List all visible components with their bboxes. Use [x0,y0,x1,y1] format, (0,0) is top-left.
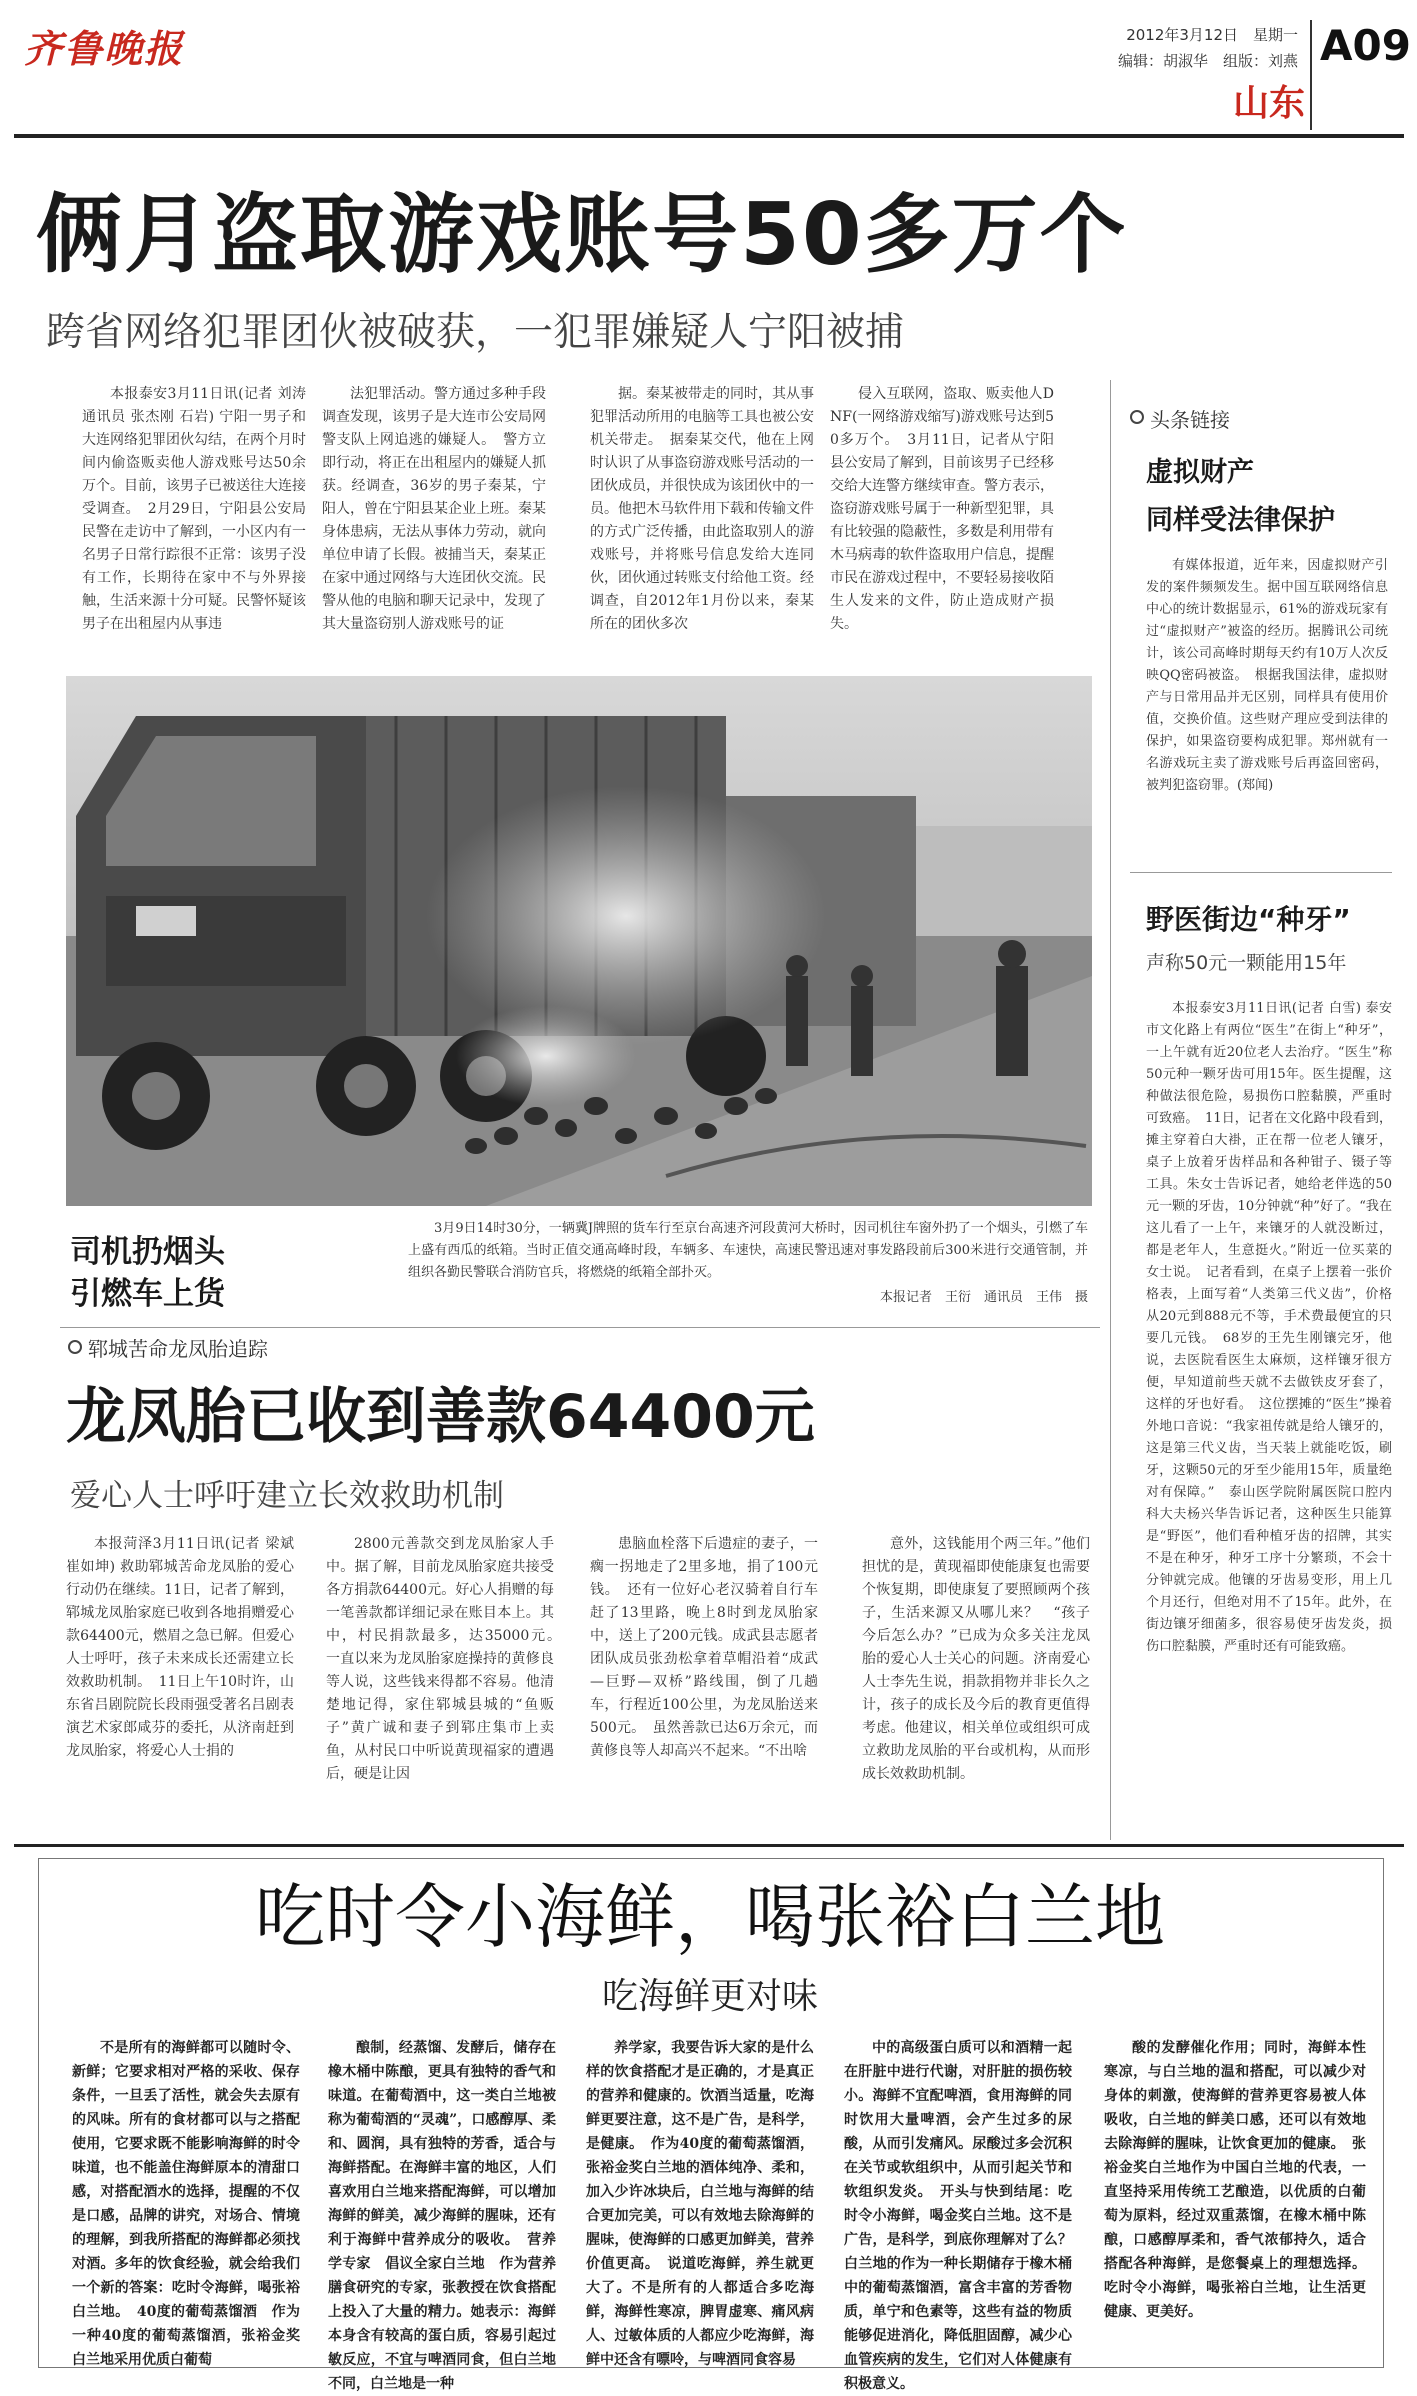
masthead-divider [1310,20,1312,130]
sidebar2-text: 本报泰安3月11日讯(记者 白雪) 泰安市文化路上有两位“医生”在街上“种牙”，一上午就有近20位老人去治疗。“医生”称50元种一颗牙齿可用15年。医生提醒，这种做法很危险，易损伤口腔黏膜，严重时可致癌。 11日，记者在文化路中段看到，摊主穿着白大褂，正在帮一位老人镶牙，桌子上放着牙齿样品和各种钳子、镊子等工具。朱女士告诉记者，她给老伴选的50元一颗的牙齿，10分钟就“种”好了。“我在这儿看了一上午，来镶牙的人就没断过，都是老年人，生意挺火。”附近一位买菜的女士说。 记者看到，在桌子上摆着一张价格表，上面写着“人类第三代义齿”，价格从20元到888元不等，手术费最便宜的只要几元钱。 68岁的王先生刚镶完牙，他说，去医院看医生太麻烦，这样镶牙很方便，早知道前些天就不去做铁皮牙套了，这样的牙也好看。 这位摆摊的“医生”操着外地口音说：“我家祖传就是给人镶牙的，这是第三代义齿，当天装上就能吃饭，刷牙，这颗50元的牙至少能用15年，质量绝对有保障。” 泰山医学院附属医院口腔内科大夫杨兴华告诉记者，这种医生只能算是“野医”，他们看种植牙齿的招牌，其实不是在种牙，种牙工序十分繁琐，不会十分钟就完成。他镶的牙齿易变形，用上几个月还行，但绝对用不了15年。此外，在街边镶牙细菌多，很容易使牙齿发炎，损伤口腔黏膜，严重时还有可能致癌。 [1146,1001,1392,1654]
story2-headline: 龙凤胎已收到善款64400元 [66,1382,815,1452]
truck-fire-illustration [66,676,1092,1206]
editor-line: 编辑：胡淑华 组版：刘燕 [1117,52,1298,70]
story2-column-4: 意外，这钱能用个两三年。”他们担忧的是，黄现福即使能康复也需要个恢复期，即使康复了要照顾两个孩子，生活来源又从哪儿来？ “孩子今后怎么办？”已成为众多关注龙凤胎的爱心人士关心的问题。济南爱心人士李先生说，捐款捐物并非长久之计，孩子的成长及今后的教育更值得考虑。他建议，相关单位或组织可成立救助龙凤胎的平台或机构，从而形成长效救助机制。 [862,1536,1090,1782]
sidebar-rule [1130,872,1392,873]
page-number: A09 [1320,21,1411,70]
advert-column-5: 酸的发酵催化作用；同时，海鲜本性寒凉，与白兰地的温和搭配，可以减少对身体的刺激，使海鲜的营养更容易被人体吸收，白兰地的鲜美口感，还可以有效地去除海鲜的腥味，让饮食更加的健康。 张裕金奖白兰地作为中国白兰地的代表，一直坚持采用传统工艺酿造，以优质的白葡萄为原料，经过双重蒸馏，在橡木桶中陈酿，口感醇厚柔和，香气浓郁持久，适合搭配各种海鲜，是您餐桌上的理想选择。吃时令小海鲜，喝张裕白兰地，让生活更健康、更美好。 [1104,2040,1366,2320]
sidebar1-headline-2: 同样受法律保护 [1146,505,1335,536]
advert-headline: 吃时令小海鲜，喝张裕白兰地 [255,1876,1165,1958]
advert-column-3: 养学家，我要告诉大家的是什么样的饮食搭配才是正确的，才是真正的营养和健康的。饮酒当适量，吃海鲜更要注意，这不是广告，是科学，是健康。 作为40度的葡萄蒸馏酒，张裕金奖白兰地的酒体纯净、柔和，加入少许冰块后，白兰地与海鲜的结合更加完美，可以有效地去除海鲜的腥味，使海鲜的口感更加鲜美，营养价值更高。 说道吃海鲜，养生就更大了。不是所有的人都适合多吃海鲜，海鲜性寒凉，脾胃虚寒、痛风病人、过敏体质的人都应少吃海鲜，海鲜中还含有嘌呤，与啤酒同食容易 [586,2040,814,2368]
date-line: 2012年3月12日 星期一 [1126,26,1298,44]
advert-column-4: 中的高级蛋白质可以和酒精一起在肝脏中进行代谢，对肝脏的损伤较小。海鲜不宜配啤酒，食用海鲜的同时饮用大量啤酒，会产生过多的尿酸，从而引发痛风。尿酸过多会沉积在关节或软组织中，从而引起关节和软组织发炎。 开头与快到结尾：吃时令小海鲜，喝金奖白兰地。这不是广告，是科学，到底你理解对了么？白兰地的作为一种长期储存于橡木桶中的葡萄蒸馏酒，富含丰富的芳香物质，单宁和色素等，这些有益的物质能够促进消化，降低胆固醇，减少心血管疾病的发生，它们对人体健康有积极意义。 [844,2040,1072,2392]
story1-column-2: 法犯罪活动。警方通过多种手段调查发现，该男子是大连市公安局网警支队上网追逃的嫌疑人。 警方立即行动，将正在出租屋内的嫌疑人抓获。经调查，36岁的男子秦某，宁阳人，曾在宁阳县某企业上班。秦某身体患病，无法从事体力劳动，就向单位申请了长假。被捕当天，秦某正在家中通过网络与大连团伙交流。民警从他的电脑和聊天记录中，发现了其大量盗窃别人游戏账号的证 [322,386,546,632]
photo-credit: 本报记者 王衍 通讯员 王伟 摄 [879,1290,1088,1305]
story2-kicker: 郓城苦命龙凤胎追踪 [88,1337,268,1361]
advert-column-1: 不是所有的海鲜都可以随时令、新鲜；它要求相对严格的采收、保存条件，一旦丢了活性，就会失去原有的风味。所有的食材都可以与之搭配使用，它要求既不能影响海鲜的时令味道，也不能盖住海鲜原本的清甜口感，对搭配酒水的选择，提醒的不仅是口感，品牌的讲究，对场合、情境的理解，到我所搭配的海鲜都必须找对酒。多年的饮食经验，就会给我们一个新的答案：吃时令海鲜，喝张裕白兰地。 40度的葡萄蒸馏酒 作为一种40度的葡萄蒸馏酒，张裕金奖白兰地采用优质白葡萄 [72,2040,300,2368]
advert-column-2: 酿制，经蒸馏、发酵后，储存在橡木桶中陈酿，更具有独特的香气和味道。在葡萄酒中，这一类白兰地被称为葡萄酒的“灵魂”，口感醇厚、柔和、圆润，具有独特的芳香，适合与海鲜搭配。在海鲜丰富的地区，人们喜欢用白兰地来搭配海鲜，可以增加海鲜的鲜美，减少海鲜的腥味，还有利于海鲜中营养成分的吸收。 营养学专家 倡议全家白兰地 作为营养膳食研究的专家，张教授在饮食搭配上投入了大量的精力。她表示：海鲜本身含有较高的蛋白质，容易引起过敏反应，不宜与啤酒同食，但白兰地不同，白兰地是一种 [328,2040,556,2392]
story1-column-4: 侵入互联网，盗取、贩卖他人DNF(一网络游戏缩写)游戏账号达到50多万个。 3月11日，记者从宁阳县公安局了解到，目前该男子已经移交给大连警方继续审查。警方表示，盗窃游戏账号属于一种新型犯罪，具有比较强的隐蔽性，多数是利用带有木马病毒的软件盗取用户信息，提醒市民在游戏过程中，不要轻易接收陌生人发来的文件，防止造成财产损失。 [830,386,1054,632]
photo-story-headline-2: 引燃车上货 [70,1276,225,1312]
sidebar1-headline-1: 虚拟财产 [1146,457,1254,488]
right-column-divider [1110,380,1111,1840]
advert-subhead: 吃海鲜更对味 [601,1976,818,2017]
story1-column-1: 本报泰安3月11日讯(记者 刘涛 通讯员 张杰刚 石岩) 宁阳一男子和大连网络犯罪团伙勾结，在两个月时间内偷盗贩卖他人游戏账号达50余万个。目前，该男子已被送往大连接受调查。 2月29日，宁阳县公安局民警在走访中了解到，一小区内有一名男子日常行踪很不正常：该男子没有工作，长期待在家中不与外界接触，生活来源十分可疑。民警怀疑该男子在出租屋内从事违 [82,386,306,632]
photo-caption: 3月9日14时30分，一辆冀J牌照的货车行至京台高速齐河段黄河大桥时，因司机往车窗外扔了一个烟头，引燃了车上盛有西瓜的纸箱。当时正值交通高峰时段，车辆多、车速快，高速民警迅速对事发路段前后300米进行交通管制，并组织各勤民警联合消防官兵，将燃烧的纸箱全部扑灭。 [408,1221,1088,1280]
sidebar2-headline: 野医街边“种牙” [1146,903,1351,936]
photo-story-headline-1: 司机扔烟头 [70,1234,225,1270]
story1-headline: 俩月盗取游戏账号50多万个 [36,185,1128,285]
sidebar1-kicker: 头条链接 [1150,408,1230,432]
photo-section-rule [60,1327,1100,1328]
sidebar1-kicker-icon [1130,410,1144,424]
story2-column-2: 2800元善款交到龙凤胎家人手中。据了解，目前龙凤胎家庭共接受各方捐款64400元。好心人捐赠的每一笔善款都详细记录在账目本上。其中，村民捐款最多，达35000元。 一直以来为龙凤胎家庭操持的黄修良等人说，这些钱来得都不容易。他清楚地记得，家住郓城县城的“鱼贩子”黄广诚和妻子到郓庄集市上卖鱼，从村民口中听说黄现福家的遭遇后，硬是让因 [326,1536,568,1782]
story2-column-1: 本报菏泽3月11日讯(记者 梁斌 崔如坤) 救助郓城苦命龙凤胎的爱心行动仍在继续。11日，记者了解到，郓城龙凤胎家庭已收到各地捐赠爱心款64400元，燃眉之急已解。但爱心人士呼吁，孩子未来成长还需建立长效救助机制。 11日上午10时许，山东省吕剧院院长段雨强受著名吕剧表演艺术家郎咸芬的委托，从济南赶到龙凤胎家，将爱心人士捐的 [66,1536,294,1759]
story1-subhead: 跨省网络犯罪团伙被破获，一犯罪嫌疑人宁阳被捕 [46,310,905,355]
advert-top-rule [14,1844,1404,1847]
story1-column-3: 据。秦某被带走的同时，其从事犯罪活动所用的电脑等工具也被公安机关带走。 据秦某交代，他在上网时认识了从事盗窃游戏账号活动的一团伙成员，并很快成为该团伙中的一员。他把木马软件用下载和传输文件的方式广泛传播，由此盗取别人的游戏账号，并将账号信息发给大连同伙，团伙通过转账支付给他工资。经调查，自2012年1月份以来，秦某所在的团伙多次 [590,386,814,632]
section-name: 山东 [1232,83,1305,124]
sidebar2-subhead: 声称50元一颗能用15年 [1146,952,1347,974]
truck-fire-photo [66,676,1092,1206]
story2-column-3: 患脑血栓落下后遗症的妻子，一瘸一拐地走了2里多地，捐了100元钱。 还有一位好心老汉骑着自行车赶了13里路，晚上8时到龙凤胎家中，送上了200元钱。成武县志愿者团队成员张劲松拿着草帽沿着“成武—巨野—双桥”路线围，倒了几趟车，行程近100公里，为龙凤胎送来500元。 虽然善款已达6万余元，而黄修良等人却高兴不起来。“不出啥 [590,1536,818,1759]
sidebar1-text: 有媒体报道，近年来，因虚拟财产引发的案件频频发生。据中国互联网络信息中心的统计数据显示，61%的游戏玩家有过“虚拟财产”被盗的经历。据腾讯公司统计，该公司高峰时期每天约有10万人次反映QQ密码被盗。 根据我国法律，虚拟财产与日常用品并无区别，同样具有使用价值，交换价值。这些财产理应受到法律的保护，如果盗窃要构成犯罪。郑州就有一名游戏玩主卖了游戏账号后再盗回密码，被判犯盗窃罪。(郑闻) [1146,558,1388,793]
story2-kicker-icon [68,1340,82,1354]
story2-subhead: 爱心人士呼吁建立长效救助机制 [70,1478,504,1514]
masthead-rule [14,134,1404,138]
newspaper-logo: 齐鲁晚报 [24,26,185,71]
